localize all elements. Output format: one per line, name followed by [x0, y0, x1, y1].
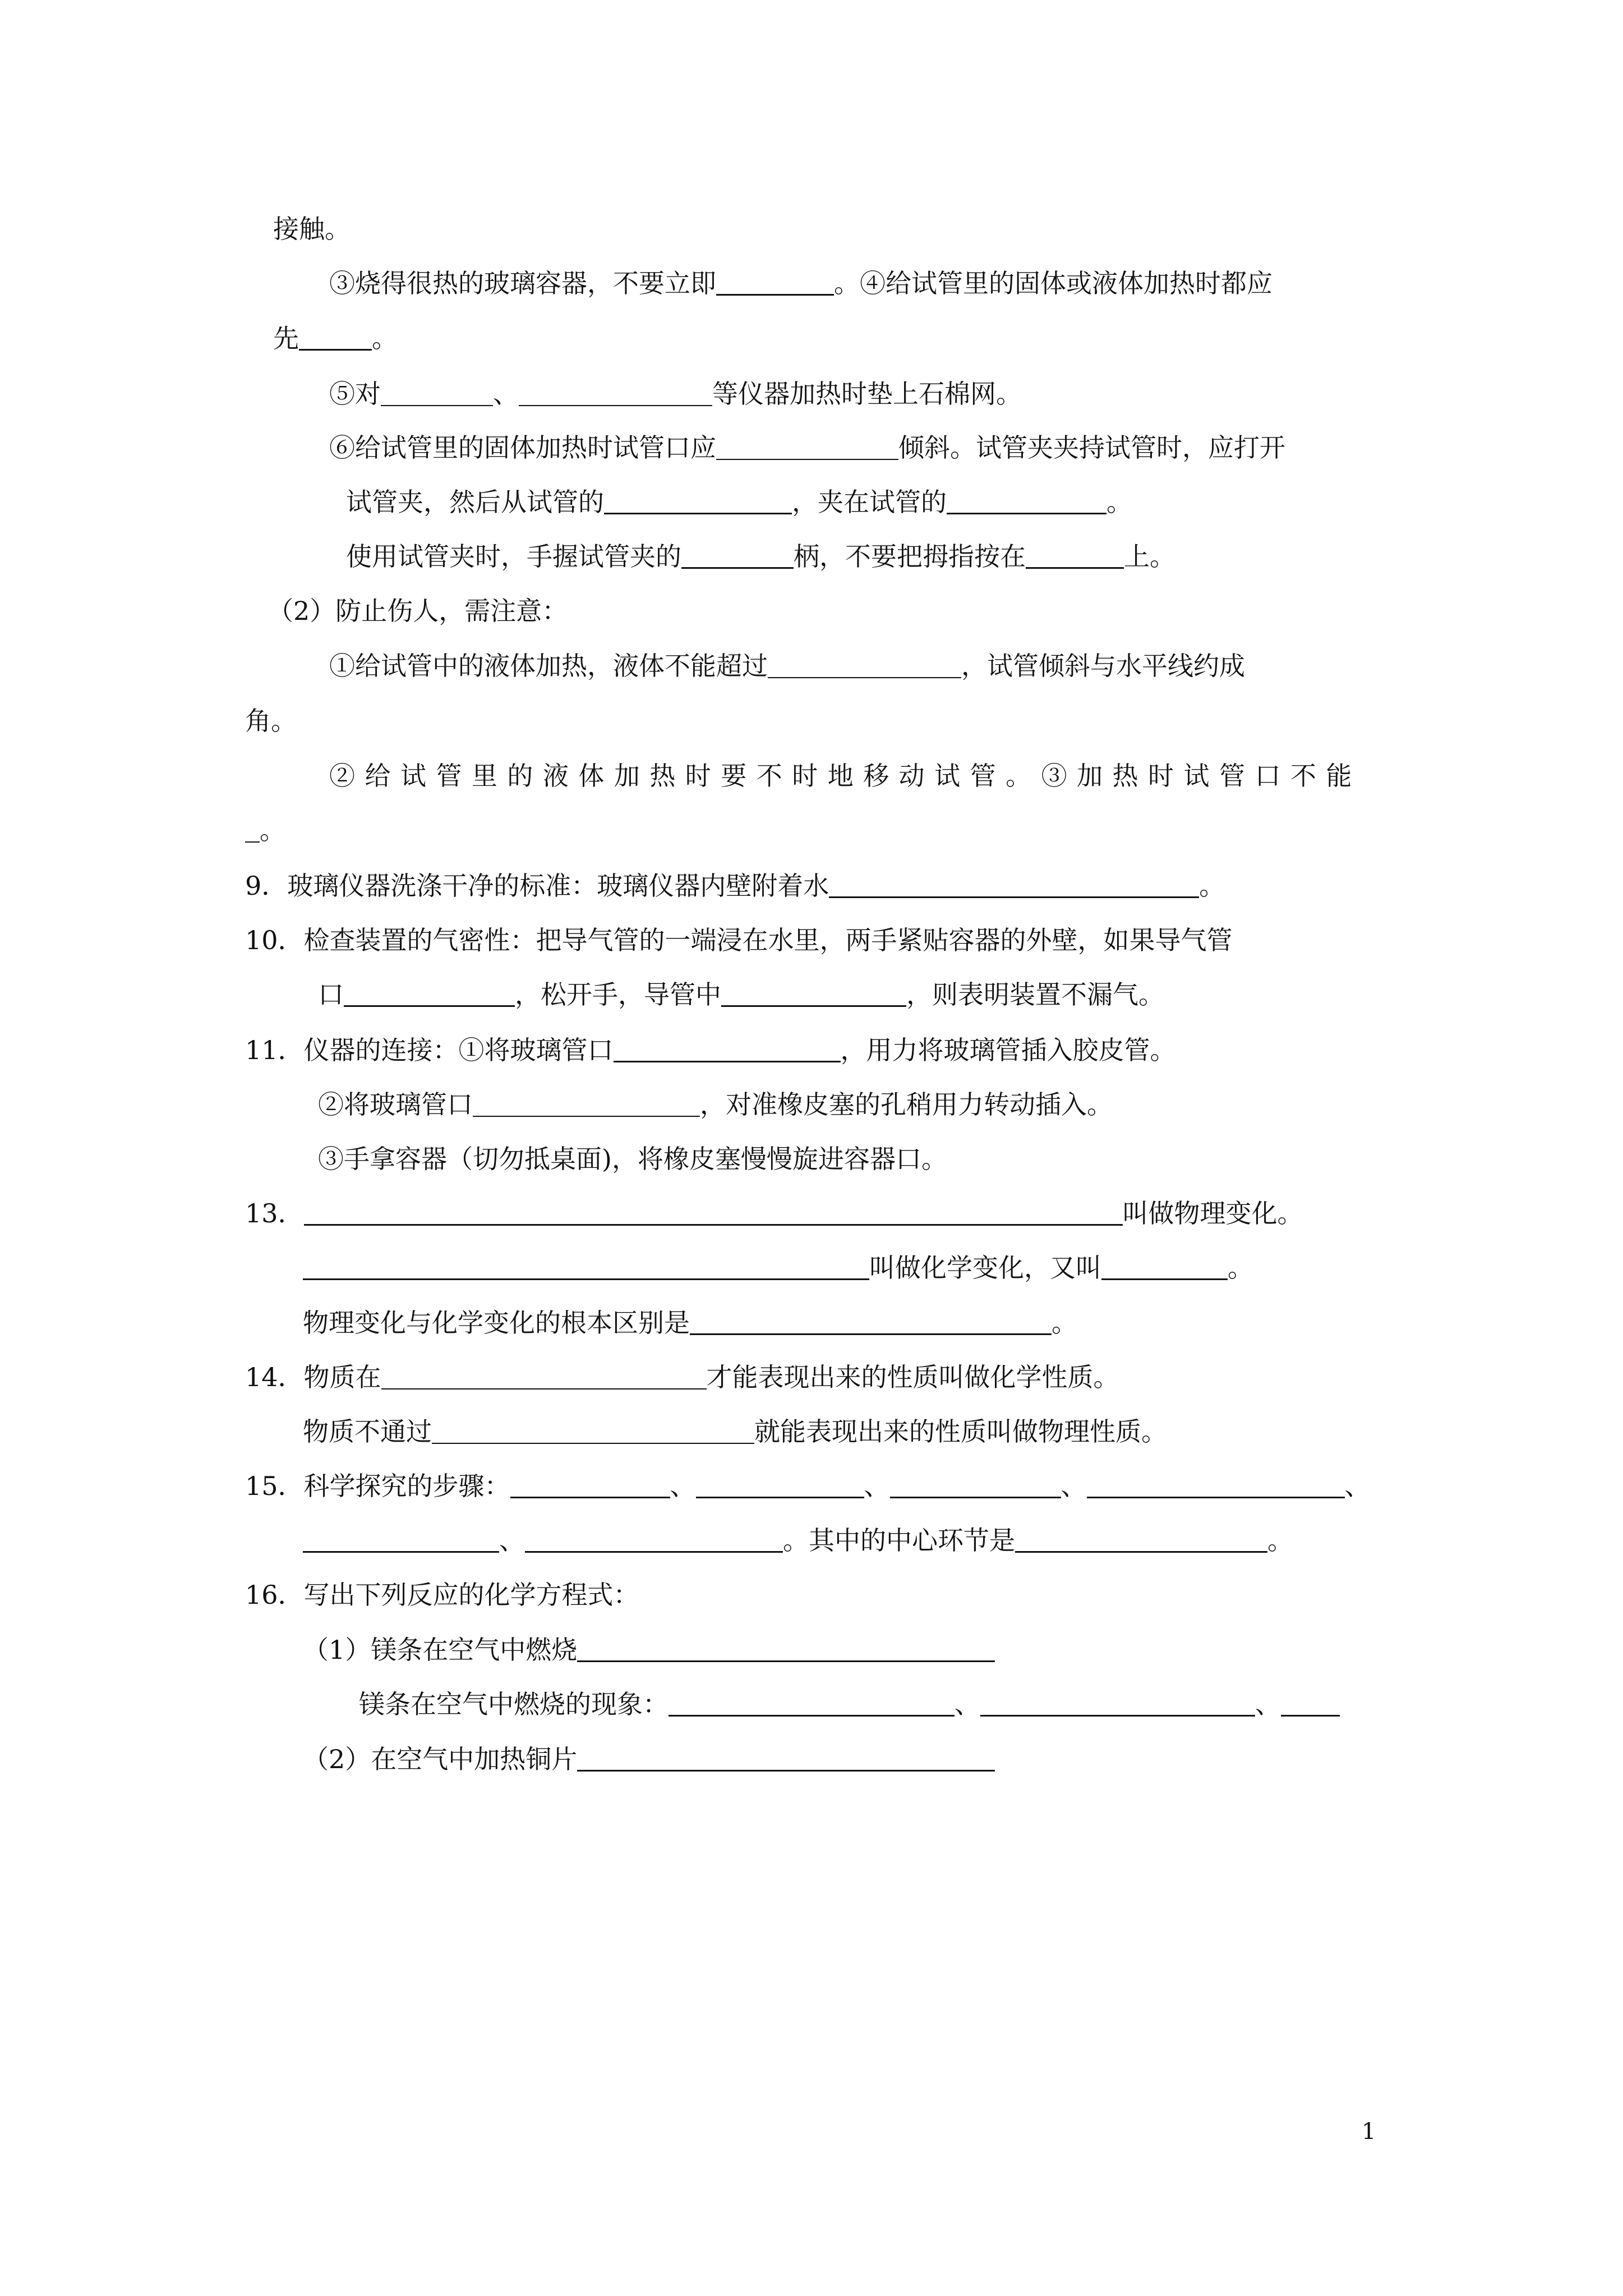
line-text: ①给试管中的液体加热，液体不能超过 — [329, 651, 768, 681]
text-line — [318, 1142, 947, 1176]
line-text: 物理变化与化学变化的根本区别是 — [303, 1308, 690, 1338]
text-line — [329, 649, 1245, 683]
line-text: 等仪器加热时垫上石棉网。 — [712, 379, 1022, 409]
line-text: ③烧得很热的玻璃容器，不要立即 — [329, 268, 716, 298]
fill-blank — [304, 1197, 1123, 1226]
line-text: 。 — [1052, 1308, 1077, 1338]
line-text: 试管夹，然后从试管的 — [346, 487, 604, 517]
text-line — [303, 1742, 995, 1776]
fill-blank — [614, 1034, 841, 1062]
text-line — [245, 1360, 1119, 1394]
fill-blank — [947, 486, 1106, 514]
line-text: 11．仪器的连接：①将玻璃管口 — [245, 1035, 614, 1065]
line-text: 10．检查装置的气密性：把导气管的一端浸在水里，两手紧贴容器的外壁，如果导气管 — [245, 925, 1233, 955]
text-line — [303, 1524, 1293, 1557]
text-line — [245, 813, 285, 847]
line-text: 15．科学探究的步骤： — [245, 1471, 510, 1501]
text-line — [245, 869, 1225, 903]
text-line — [303, 1415, 1167, 1448]
fill-blank — [1015, 1524, 1267, 1553]
line-text: ，试管倾斜与水平线约成 — [961, 651, 1245, 681]
fill-blank — [716, 267, 834, 296]
fill-blank — [1281, 1688, 1340, 1717]
fill-blank — [721, 978, 906, 1007]
fill-blank — [525, 1524, 783, 1553]
fill-blank — [510, 1470, 670, 1498]
fill-blank — [381, 378, 493, 406]
fill-blank — [604, 486, 792, 514]
line-text: 接触。 — [273, 214, 351, 244]
fill-blank — [381, 1361, 707, 1389]
text-line — [329, 377, 1022, 411]
line-text: ③手拿容器（切勿抵桌面)，将橡皮塞慢慢旋进容器口。 — [318, 1144, 947, 1174]
fill-blank — [303, 1251, 869, 1280]
text-line — [303, 1251, 1253, 1285]
line-text: 叫做化学变化，又叫 — [869, 1253, 1101, 1283]
line-text: 、 — [1255, 1689, 1281, 1719]
fill-blank — [668, 1688, 955, 1717]
text-line — [245, 1033, 1176, 1067]
fill-blank — [473, 1089, 700, 1117]
fill-blank — [980, 1688, 1255, 1717]
text-line — [329, 266, 1272, 300]
text-line — [318, 978, 1164, 1011]
line-text: 物质不通过 — [303, 1416, 432, 1447]
line-text: 。 — [1199, 871, 1225, 901]
line-text: 。 — [1267, 1525, 1293, 1556]
line-text: 、 — [499, 1525, 525, 1556]
fill-blank — [890, 1470, 1061, 1498]
line-text: 口 — [318, 979, 344, 1010]
text-line — [318, 1088, 1113, 1121]
text-line — [273, 212, 351, 246]
line-text: 叫做物理变化。 — [1122, 1198, 1303, 1228]
fill-blank — [696, 1470, 864, 1498]
line-text: 上。 — [1124, 541, 1175, 572]
line-text: 角。 — [245, 706, 297, 736]
line-text: （1）镁条在空气中燃烧 — [303, 1635, 578, 1665]
fill-blank — [432, 1416, 754, 1444]
line-text: 柄，不要把拇指按在 — [794, 541, 1026, 572]
fill-blank — [519, 378, 712, 406]
line-text: 镁条在空气中燃烧的现象： — [359, 1689, 668, 1719]
text-line — [268, 594, 568, 628]
line-text: 。④给试管里的固体或液体加热时都应 — [834, 268, 1272, 298]
fill-blank — [1087, 1470, 1345, 1498]
line-text: 13． — [245, 1198, 304, 1228]
line-text: 、 — [1344, 1471, 1371, 1501]
fill-blank — [1101, 1251, 1228, 1280]
text-line — [303, 1633, 995, 1667]
line-text: 。 — [372, 323, 398, 353]
line-text: 、 — [864, 1471, 890, 1501]
line-text: 、 — [1061, 1471, 1087, 1501]
line-text: （2）在空气中加热铜片 — [303, 1744, 578, 1774]
line-text: 。 — [1106, 487, 1132, 517]
line-text: （2）防止伤人，需注意： — [268, 596, 568, 626]
fill-blank — [245, 815, 260, 843]
fill-blank — [344, 978, 515, 1007]
fill-blank — [303, 1524, 499, 1553]
fill-blank — [716, 432, 898, 460]
line-text: 才能表现出来的性质叫做化学性质。 — [706, 1362, 1119, 1392]
text-line — [346, 485, 1132, 519]
fill-blank — [299, 322, 372, 351]
line-text: 、 — [493, 379, 519, 409]
line-text: ②给试管里的液体加热时要不时地移动试管。③加热时试管口不能 — [329, 761, 1362, 791]
page-number: 1 — [1362, 2119, 1376, 2145]
fill-blank — [690, 1306, 1052, 1335]
line-text: ，松开手，导管中 — [515, 979, 721, 1010]
line-text: 。其中的中心环节是 — [783, 1525, 1015, 1556]
text-line — [245, 1469, 1371, 1503]
line-text: ②将玻璃管口 — [318, 1089, 473, 1120]
line-text: 。 — [260, 815, 285, 845]
line-text: ，对准橡皮塞的孔稍用力转动插入。 — [700, 1089, 1113, 1120]
line-text: ，用力将玻璃管插入胶皮管。 — [840, 1035, 1176, 1065]
line-text: 就能表现出来的性质叫做物理性质。 — [754, 1416, 1167, 1447]
line-text: 先 — [273, 323, 299, 353]
text-line — [273, 321, 398, 355]
text-line — [329, 431, 1285, 464]
line-text: 。 — [1228, 1253, 1253, 1283]
fill-blank — [768, 650, 961, 678]
fill-blank — [1026, 540, 1124, 569]
text-line — [245, 923, 1233, 957]
text-line — [303, 1306, 1077, 1340]
line-text: ⑤对 — [329, 379, 381, 409]
line-text: 使用试管夹时，手握试管夹的 — [346, 541, 681, 572]
text-line — [346, 540, 1175, 573]
fill-blank — [681, 540, 794, 569]
line-text: 16．写出下列反应的化学方程式： — [245, 1580, 639, 1610]
line-text: ，夹在试管的 — [792, 487, 947, 517]
line-text: 14．物质在 — [245, 1362, 381, 1392]
text-line — [245, 704, 297, 738]
text-line — [359, 1687, 1340, 1721]
line-text: 、 — [670, 1471, 696, 1501]
line-text: 倾斜。试管夹夹持试管时，应打开 — [898, 432, 1285, 463]
line-text: ，则表明装置不漏气。 — [906, 979, 1164, 1010]
line-text: 9．玻璃仪器洗涤干净的标准：玻璃仪器内壁附着水 — [245, 871, 829, 901]
fill-blank — [829, 869, 1199, 898]
fill-blank — [577, 1743, 995, 1772]
line-text: 、 — [955, 1689, 980, 1719]
text-line — [329, 759, 1362, 793]
line-text: ⑥给试管里的固体加热时试管口应 — [329, 432, 716, 463]
fill-blank — [577, 1634, 995, 1662]
text-line — [245, 1197, 1303, 1230]
text-line — [245, 1578, 639, 1612]
